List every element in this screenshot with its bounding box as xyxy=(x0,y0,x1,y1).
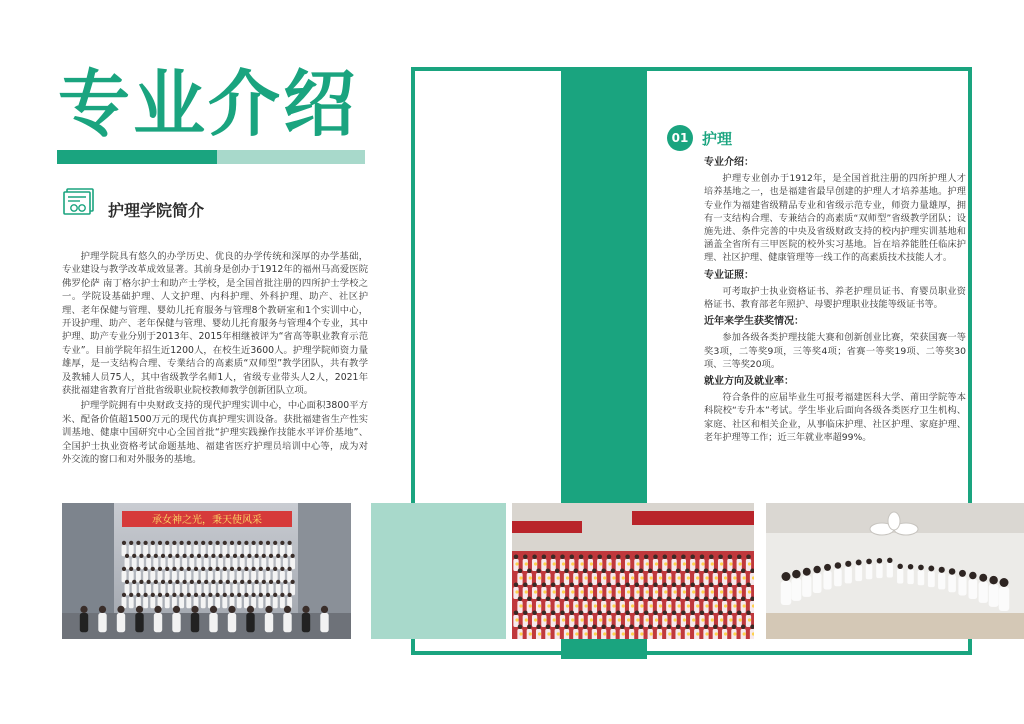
candle-ceremony-photo xyxy=(512,503,754,639)
title-underline-dark xyxy=(57,150,217,164)
training-hall-photo xyxy=(766,503,1024,639)
block-heading-intro: 专业介绍： xyxy=(704,157,754,168)
college-heading: 护理学院简介 xyxy=(108,201,205,220)
title-underline-light xyxy=(217,150,365,164)
major-details xyxy=(704,152,966,444)
block-text-certificates: 可考取护士执业资格证书、养老护理员证书、育婴员职业资格证书、教育部老年照护、母婴护理职业技能等级证书等。 xyxy=(704,285,966,311)
section-title: 护理 xyxy=(702,130,733,148)
block-heading-awards: 近年来学生获奖情况： xyxy=(704,316,804,328)
page-title: 专业介绍 xyxy=(58,62,359,146)
block-heading-employment: 就业方向及就业率： xyxy=(704,376,794,388)
intro-paragraph: 护理学院具有悠久的办学历史、优良的办学传统和深厚的办学基础，专业建设与教学改革成效显著。其前身是创办于1912年的福州马高爱医院佛罗伦萨 南丁格尔护士和助产士学校，是全国首批注册的四所护士学校之一。学院设基础护理、人文护理、内科护理、外科护理、助产、社区护理、老年保健与管理、婴幼儿托育服务与管理8个教研室和1个实训中心，开设护理、助产、老年保健与管理、婴幼儿托育服务与管理4个专业，其中护理、助产专业分别于2013年、2015年相继被评为“省高等职业教育示范专业”。目前学院年招生近1200人，在校生近3600人。护理学院师资力量雄厚，是一支结构合理、专業结合的高素质“双师型”教学团队，共有教学及教辅人员75人，其中省级教学名师1人，省级专业带头人2人，2021年获批福建省教育厅首批省级职业院校教师教学创新团队立项。 xyxy=(62,251,368,397)
group-photo xyxy=(62,503,351,639)
block-text-employment: 符合条件的应届毕业生可报考福建医科大学、莆田学院等本科院校“专升本”考试。学生毕业后面向各级各类医疗卫生机构、家庭、社区和相关企业，从事临床护理、社区护理、家庭护理、老年护理等工作；近三年就业率超99%。 xyxy=(704,392,966,443)
banner-text: 承女神之光，秉天使风采 xyxy=(152,515,262,526)
certificate-icon xyxy=(62,186,96,220)
intro-paragraph: 护理学院拥有中央财政支持的现代护理实训中心，中心面积3800平方米、配备价值超1500万元的现代仿真护理实训设备。获批福建省生产性实训基地、健康中国研究中心全国首批“护理实践操作技能水平评价基地”、全国护士执业资格考试命题基地、福建省医疗护理员培训中心等，成为对外交流的窗口和对外服务的基地。 xyxy=(62,400,368,466)
block-text-intro: 护理专业创办于1912年，是全国首批注册的四所护理人才培养基地之一，也是福建省最早创建的护理人才培养基地。护理专业作为福建省级精品专业和省级示范专业，师资力量雄厚，拥有一支结构合理、专兼结合的高素质“双师型”省级教学团队；设施先进、条件完善的中央及省级财政支持的校内护理实训基地和涵盖全省所有三甲医院的校外实习基地。旨在培养能胜任临床护理、社区护理、健康管理等一线工作的高素质技术技能人才。 xyxy=(704,173,966,264)
decorative-block xyxy=(371,503,506,639)
section-number-badge: 01 xyxy=(667,125,693,151)
block-heading-certificates: 专业证照： xyxy=(704,269,754,281)
college-intro xyxy=(62,250,368,467)
block-text-awards: 参加各级各类护理技能大赛和创新创业比赛，荣获国赛一等奖3项，二等奖9项，三等奖4项；省赛一等奖19项、二等奖30项、三等奖20项。 xyxy=(704,332,966,370)
